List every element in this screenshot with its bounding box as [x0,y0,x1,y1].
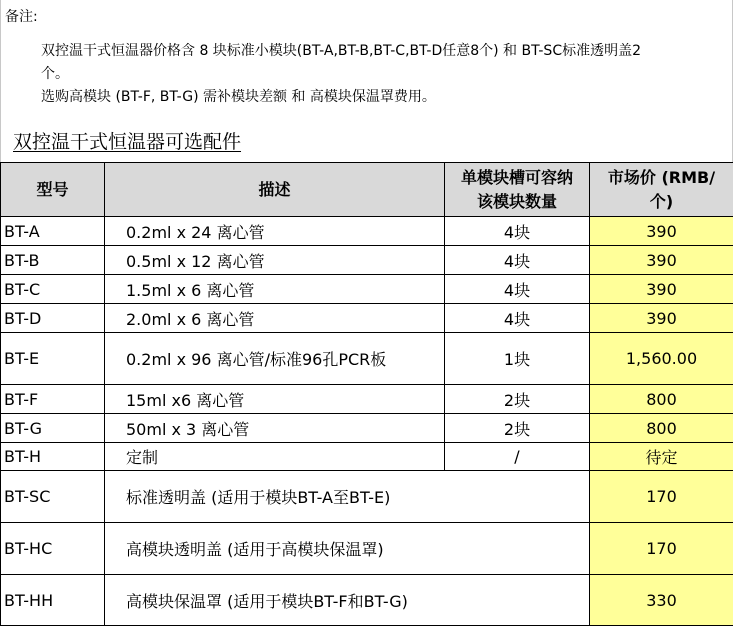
cell-price: 170 [590,523,733,575]
header-desc: 描述 [105,163,445,217]
notes-line: 个。 [41,66,69,82]
header-qty-line1: 单模块槽可容纳 [460,167,573,187]
cell-qty: 4块 [445,304,590,333]
table-row [1,333,733,385]
cell-desc: 0.5ml x 12 离心管 [105,246,445,275]
cell-desc: 0.2ml x 24 离心管 [105,217,445,246]
table-row [1,304,733,333]
cell-qty: 1块 [445,333,590,385]
header-qty-line2: 该模块数量 [476,191,557,211]
table-row [1,246,733,275]
cell-desc: 高模块透明盖 (适用于高模块保温罩) [105,523,590,575]
header-price-line2: 个) [649,191,674,211]
notes-label: 备注: [5,9,38,25]
cell-qty: / [445,443,590,471]
cell-qty: 2块 [445,414,590,443]
cell-price: 390 [590,275,733,304]
cell-price: 330 [590,575,733,626]
cell-qty: 4块 [445,275,590,304]
notes-block [0,0,733,113]
cell-price: 800 [590,414,733,443]
cell-desc: 高模块保温罩 (适用于模块BT-F和BT-G) [105,575,590,626]
header-qty [445,163,590,217]
cell-model: BT-D [1,304,105,333]
cell-model: BT-HH [1,575,105,626]
accessories-table [0,162,733,626]
cell-desc: 15ml x6 离心管 [105,385,445,414]
table-row [1,443,733,471]
header-price [590,163,733,217]
cell-desc: 1.5ml x 6 离心管 [105,275,445,304]
cell-qty: 4块 [445,246,590,275]
cell-desc: 0.2ml x 96 离心管/标准96孔PCR板 [105,333,445,385]
cell-price: 390 [590,304,733,333]
cell-model: BT-SC [1,471,105,523]
cell-desc: 标准透明盖 (适用于模块BT-A至BT-E) [105,471,590,523]
cell-model: BT-A [1,217,105,246]
cell-model: BT-B [1,246,105,275]
notes-line: 双控温干式恒温器价格含 8 块标准小模块(BT-A,BT-B,BT-C,BT-D任意8个) 和 BT-SC标准透明盖2 [41,43,642,59]
table-header-row [1,163,733,217]
table-row [1,523,733,575]
notes-line: 选购高模块 (BT-F, BT-G) 需补模块差额 和 高模块保温罩费用。 [41,89,436,105]
cell-price: 800 [590,385,733,414]
cell-model: BT-H [1,443,105,471]
cell-price: 待定 [590,443,733,471]
cell-model: BT-G [1,414,105,443]
section-title: 双控温干式恒温器可选配件 [13,131,242,153]
cell-price: 1,560.00 [590,333,733,385]
cell-model: BT-F [1,385,105,414]
table-row [1,275,733,304]
table-row [1,385,733,414]
cell-price: 170 [590,471,733,523]
header-model: 型号 [1,163,105,217]
header-price-line1: 市场价 (RMB/ [607,167,716,187]
cell-model: BT-C [1,275,105,304]
cell-desc: 定制 [105,443,445,471]
table-row [1,471,733,523]
cell-price: 390 [590,217,733,246]
cell-model: BT-HC [1,523,105,575]
table-row [1,575,733,626]
table-row [1,414,733,443]
cell-desc: 50ml x 3 离心管 [105,414,445,443]
table-row [1,217,733,246]
cell-desc: 2.0ml x 6 离心管 [105,304,445,333]
cell-price: 390 [590,246,733,275]
cell-model: BT-E [1,333,105,385]
cell-qty: 2块 [445,385,590,414]
cell-qty: 4块 [445,217,590,246]
